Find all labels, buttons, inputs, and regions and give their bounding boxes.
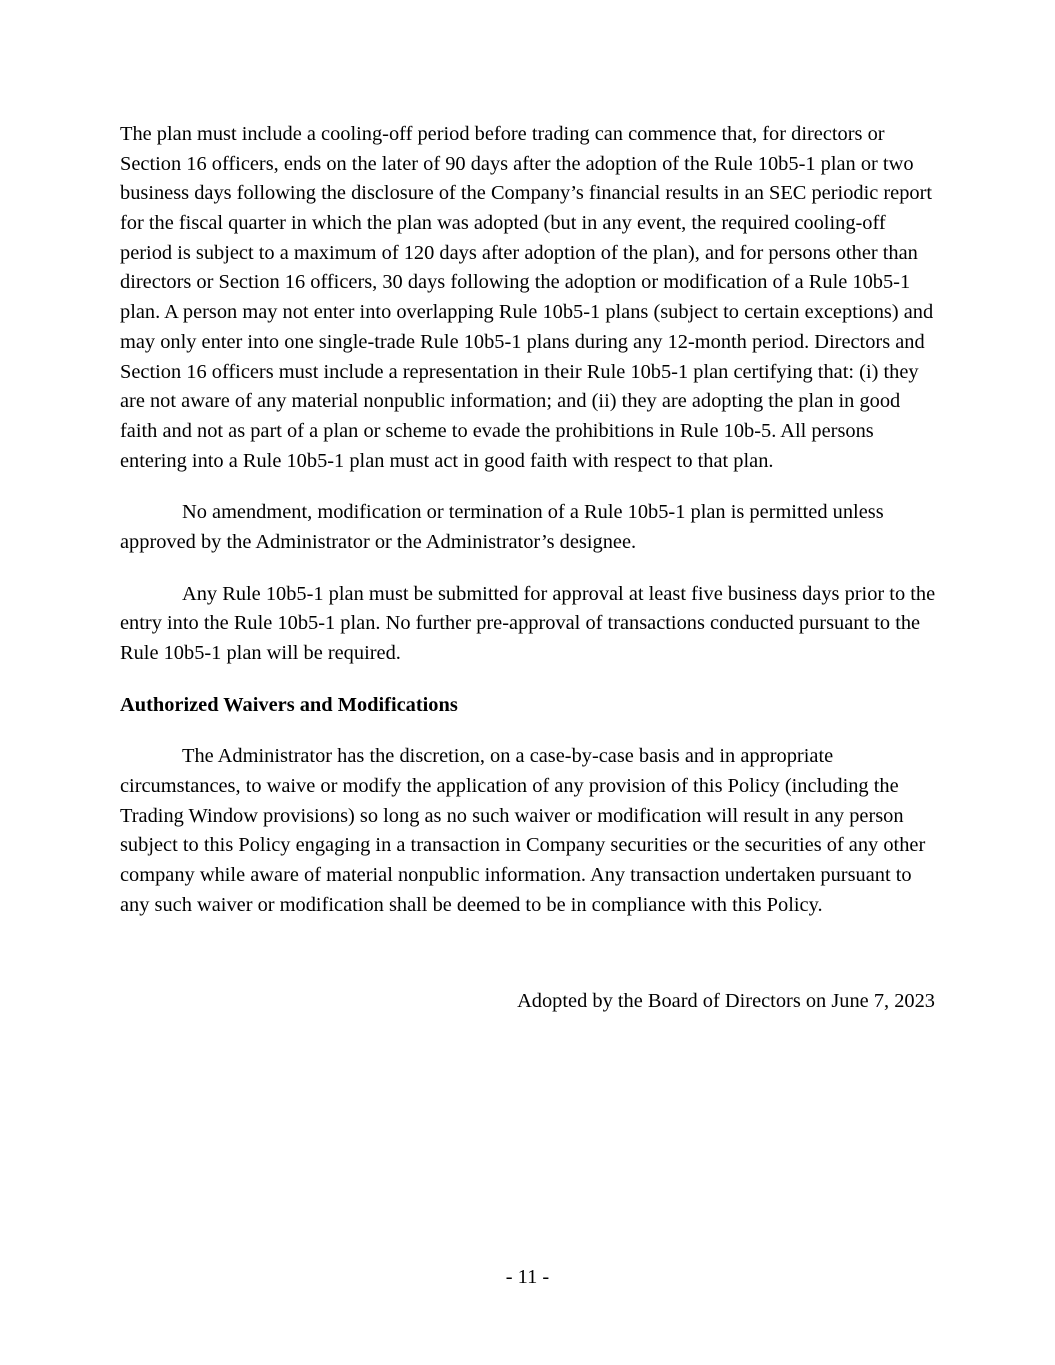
section-heading-authorized-waivers: Authorized Waivers and Modifications: [120, 693, 458, 716]
paragraph-amendment: No amendment, modification or termination of a Rule 10b5-1 plan is permitted unless approved by the Administrator or the Administrator’s designee.: [120, 501, 884, 553]
paragraph-waivers: The Administrator has the discretion, on a case-by-case basis and in appropriate circumstances, to waive or modify the application of any provision of this Policy (including the Trading Window provisions) so long as no such waiver or modification will result in any person subject to this Policy engaging in a transaction in Company securities or the securities of any other company while aware of material nonpublic information. Any transaction undertaken pursuant to any such waiver or modification shall be deemed to be in compliance with this Policy.: [120, 745, 926, 916]
page-number: - 11 -: [505, 1266, 550, 1288]
paragraph-cooling-off: The plan must include a cooling-off period before trading can commence that, for directors or Section 16 officers, ends on the later of 90 days after the adoption of the Rule 10b5-1 plan or two business days following the disclosure of the Company’s financial results in an SEC periodic report for the fiscal quarter in which the plan was adopted (but in any event, the required cooling-off period is subject to a maximum of 120 days after adoption of the plan), and for persons other than directors or Section 16 officers, 30 days following the adoption or modification of a Rule 10b5-1 plan. A person may not enter into overlapping Rule 10b5-1 plans (subject to certain exceptions) and may only enter into one single-trade Rule 10b5-1 plans during any 12-month period. Directors and Section 16 officers must include a representation in their Rule 10b5-1 plan certifying that: (i) they are not aware of any material nonpublic information; and (ii) they are adopting the plan in good faith and not as part of a plan or scheme to evade the prohibitions in Rule 10b-5. All persons entering into a Rule 10b5-1 plan must act in good faith with respect to that plan.: [120, 123, 934, 472]
paragraph-approval: Any Rule 10b5-1 plan must be submitted for approval at least five business days prior to the entry into the Rule 10b5-1 plan. No further pre-approval of transactions conducted pursuant to the Rule 10b5-1 plan will be required.: [120, 582, 936, 664]
adoption-line: Adopted by the Board of Directors on June 7, 2023: [517, 989, 935, 1012]
